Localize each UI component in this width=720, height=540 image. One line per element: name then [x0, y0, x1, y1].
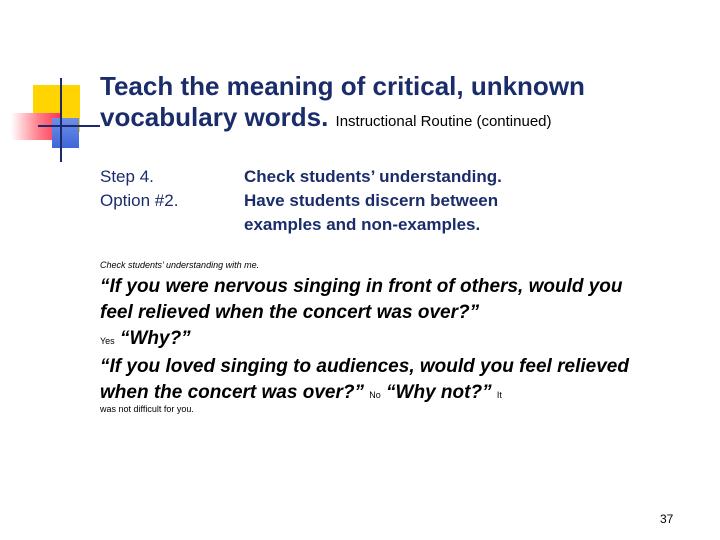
answer-it: It	[496, 390, 502, 400]
slide-title	[100, 71, 700, 137]
why-prompt: “Why?”	[119, 328, 191, 349]
decorative-blue-square	[52, 118, 79, 148]
question-2: “If you loved singing to audiences, would you feel relieved when the concert was over?”	[100, 356, 629, 403]
why-not-prompt: “Why not?”	[386, 382, 492, 403]
step-text-line-1: Check students’ understanding.	[244, 167, 502, 186]
answer-no: No	[369, 390, 381, 400]
page-number: 37	[660, 512, 674, 526]
check-with-me-note: Check students’ understanding with me.	[100, 260, 260, 270]
option-label: Option #2.	[100, 191, 179, 210]
quote-block	[100, 274, 660, 408]
step-text-line-2: Have students discern between examples and non-examples.	[244, 191, 499, 234]
step-text	[244, 165, 564, 237]
title-main: Teach the meaning of critical, unknown vocabulary words.	[100, 71, 585, 132]
decorative-vertical-line	[60, 78, 62, 162]
title-subtitle: Instructional Routine (continued)	[335, 113, 552, 130]
decorative-horizontal-line	[38, 125, 100, 127]
question-1: “If you were nervous singing in front of others, would you feel relieved when the concert was over?”	[100, 276, 623, 323]
answer-yes: Yes	[100, 336, 115, 346]
step-label: Step 4.	[100, 167, 154, 186]
answer-tail: was not difficult for you.	[100, 404, 194, 414]
